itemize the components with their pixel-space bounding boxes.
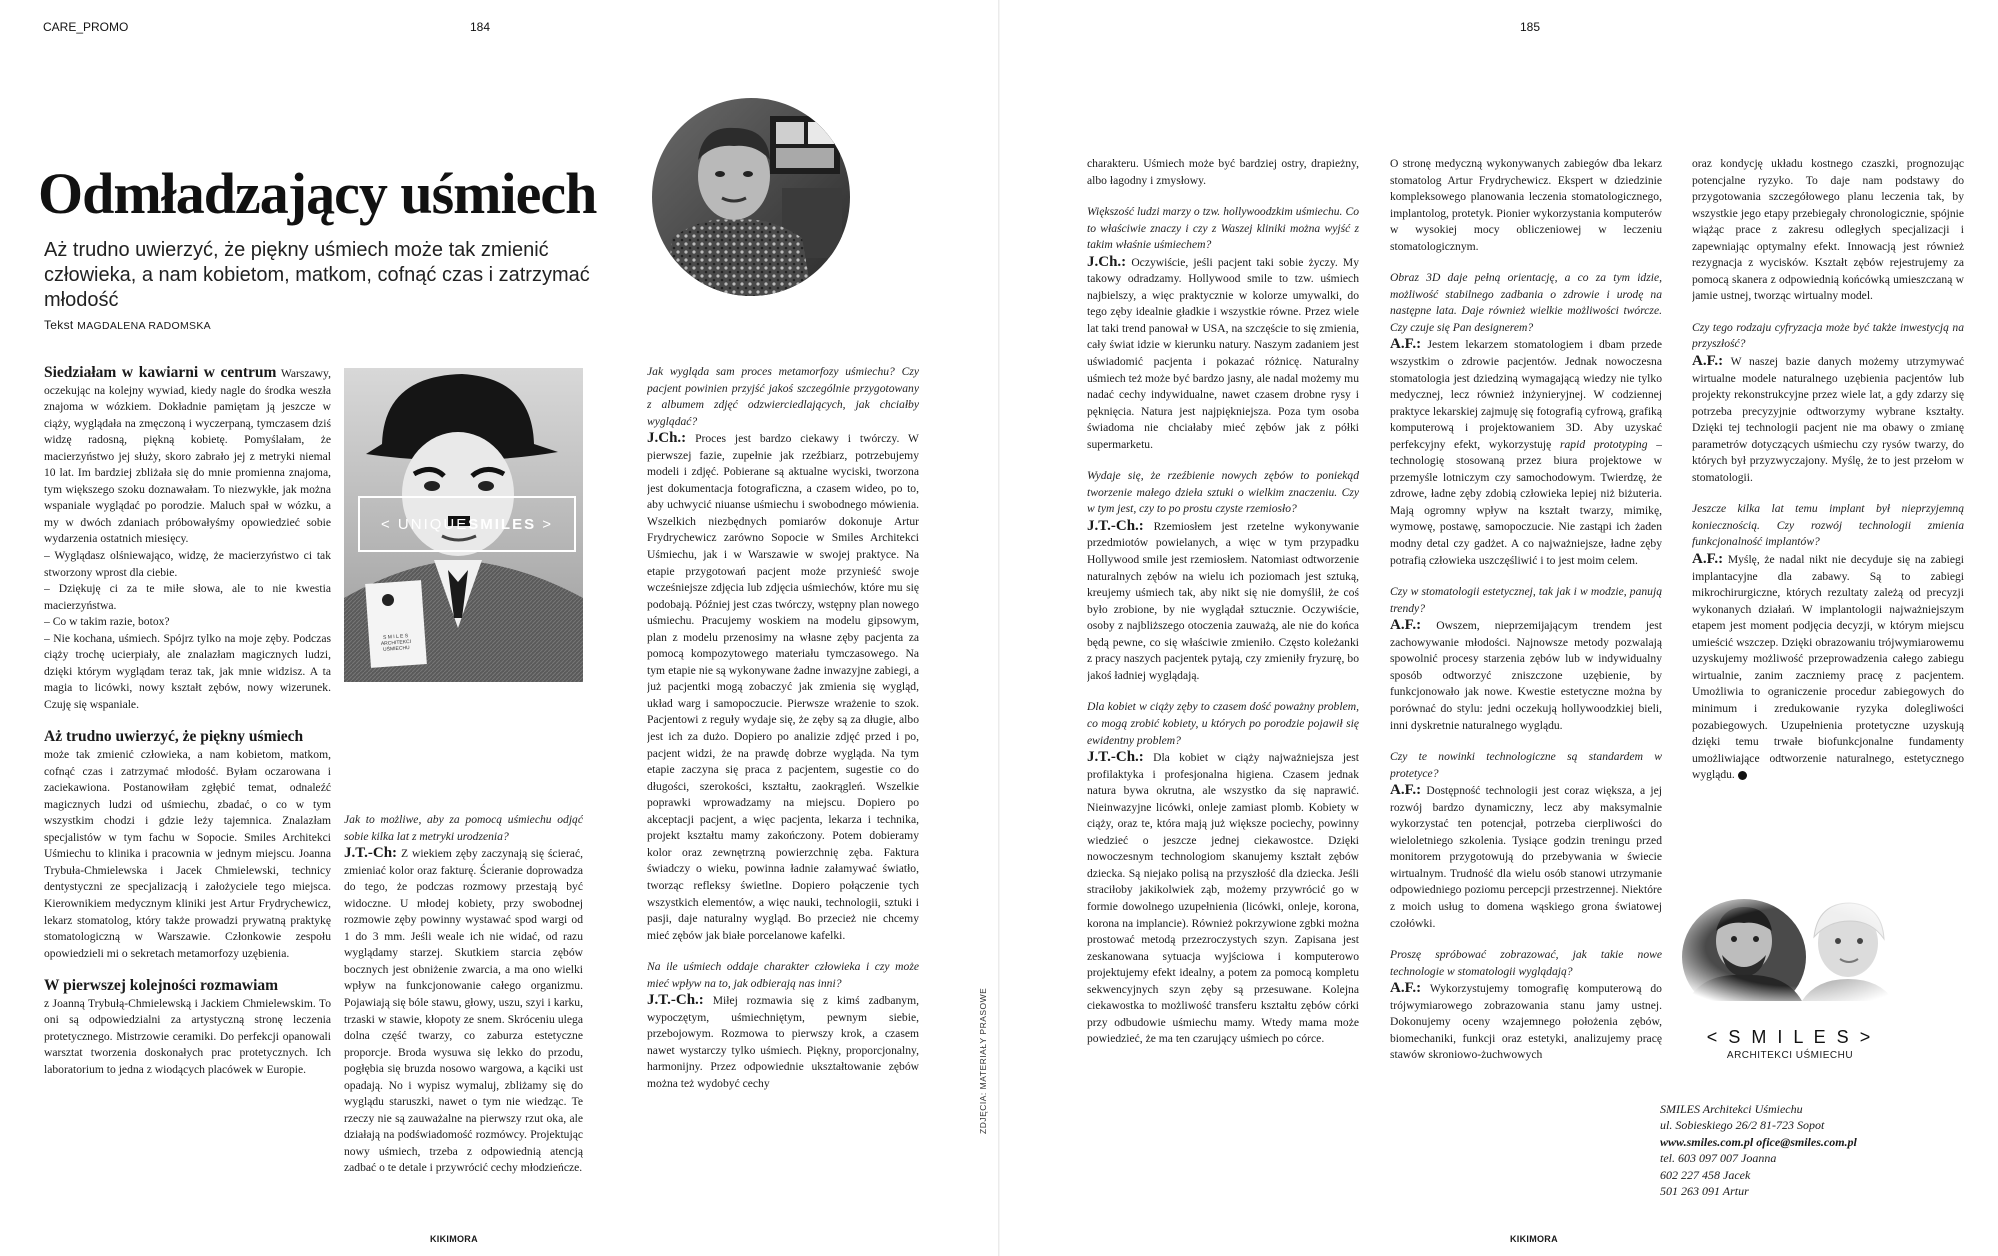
intro-paragraph xyxy=(44,364,331,548)
interview-question: Wydaje się, że rzeźbienie nowych zębów to poniekąd tworzenie małego dzieła sztuki o wielkim znaczeniu. Czy w tym jest, czy to po prostu czyste rzemiosło? xyxy=(1087,469,1359,516)
byline xyxy=(44,318,211,332)
contact-name: SMILES Architekci Uśmiechu xyxy=(1660,1102,1803,1116)
doctor-intro: O stronę medyczną wykonywanych zabiegów dba lekarz stomatolog Artur Frydrychewicz. Ekspert w dziedzinie kompleksowego planowania leczenia stomatologicznego, implantolog, protetyk. Pionier wykorzystania komputerów w wysokiej mocy obliczeniowej w leczeniu stomatologicznym. xyxy=(1390,157,1662,253)
interview-question: Jak wygląda sam proces metamorfozy uśmiechu? Czy pacjent powinien przyjść jakoś szczególnie przygotowany z albumem zdjęć odzwierciedlających, jak chciałby wyglądać? xyxy=(647,365,919,428)
byline-prefix: Tekst xyxy=(44,318,74,332)
interview-question: Obraz 3D daje pełną orientację, a co za tym idzie, możliwość stabilnego zadbania o zdrowie i urodę na następne lata. Daje również wielkie możliwości twórcze. Czy czuje się Pan designerem? xyxy=(1390,271,1662,334)
intro-lead-in: Siedziałam w kawiarni w centrum xyxy=(44,364,277,381)
speaker-initials: A.F.: xyxy=(1692,551,1724,568)
answer-text: Z wiekiem zęby zaczynają się ścierać, zmieniać kolor oraz fakturę. Ścieranie doprowadza do tego, że podczas rozmowy przestają być widoczne. U młodej kobiety, przy swobodnej rozmowie zęby powinny wystawać spod wargi od 1 do 3 mm. Jeśli weale ich nie widać, od razu wyglądamy starzej. Skutkiem starcia zębów bocznych jest obniżenie zwarcia, a ma ono wielki wpływ na funkcjonowanie całego organizmu. Pojawiają się bóle stawu, głowy, uszu, szyi i karku, trzaski w stawie, kłopoty ze snem. Skróceniu ulega dolna część twarzy, co zaburza estetyczne proporcje. Broda wysuwa się lekko do przodu, pogłębia się bruzda nosowo wargowa, a kąciki ust opadają. No i wypisz wymaluj, zbliżamy się do wyglądu staruszki, nawet o tym nie wiedząc. Te rzeczy nie są zauważalne na pierwszy rzut oka, ale działają na podświadomość rozmówcy. Projektując nowy uśmiech, trzeba z odpowiednią atencją zadbać o te detale i przywrócić cechy młodzieńcze. xyxy=(344,847,583,1175)
unique-smiles-logo: < UNIQUE SMILES > xyxy=(358,496,576,552)
interview-answer xyxy=(1692,551,1964,784)
byline-author: MAGDALENA RADOMSKA xyxy=(77,320,211,332)
answer-emphasis: rapid prototyping xyxy=(1560,437,1648,451)
card-brand: S M I L E S xyxy=(382,633,409,641)
answer-text: Dostępność technologii jest coraz większa, a jej rozwój bardzo dynamiczny, lecz aby maksymalnie wykorzystać ten potencjał, potrzeba cierpliwości do wieloletniego szkolenia. Tysiące godzin treningu przed monitorem przygotowują do przebywania w świecie wirtualnym. Trudność dla wielu osób stanowi utrzymanie odpowiedniego poziomu percepcji przestrzennej. Niektóre z moich usług to domena wąskiego grona światowej czołówki. xyxy=(1390,784,1662,930)
brand-subtitle: ARCHITEKCI UŚMIECHU xyxy=(1726,1050,1854,1061)
speaker-initials: J.T.-Ch: xyxy=(344,845,398,862)
portrait-image xyxy=(652,98,850,296)
interview-question: Czy tego rodzaju cyfryzacja może być także inwestycją na przyszłość? xyxy=(1692,320,1964,351)
section-text: z Joanną Trybułą-Chmielewską i Jackiem Chmielewskim. To oni są odpowiedzialni za artystyczną stronę leczenia protetycznego. Mistrzowie ceramiki. Do perfekcji opanowali warsztat tworzenia doskonałych prac protetycznych. Ich laboratorium to jedna z wiodących placówek w Europie. xyxy=(44,996,331,1076)
answer-text: Owszem, nieprzemijającym trendem jest zachowywanie młodości. Najnowsze metody pozwalają spowolnić procesy starzenia zębów lub w indywidualny sposób odtworzyć zniszczone uzębienie, by funkcjonowało jak nowe. Kwestie estetyczne można by porównać do stylu: jedni oczekują hollywoodzkiej bieli, inni dyskretnie naturalnego wyglądu. xyxy=(1390,619,1662,732)
interview-answer xyxy=(1087,749,1359,1048)
answer-continued: charakteru. Uśmiech może być bardziej ostry, drapieżny, albo łagodny i zmysłowy. xyxy=(1087,157,1359,187)
column-6 xyxy=(1692,156,1964,876)
answer-text: – technologię stosowaną przez biura projektowe w przemyśle lotniczym czy samochodowym. Twierdzę, że zdrowe, ładne zęby zdobią człowieka lepiej niż biżuteria. Mają ogromny wpływ na kształt twarzy, mimikę, wymowę, postawę, samopoczucie. Nie zastąpi ich żaden modny detal czy gadżet. A co najważniejsze, ładne zęby potrafią człowieka uszczęśliwić i to jest moim celem. xyxy=(1390,437,1662,567)
interview-answer xyxy=(1390,782,1662,932)
interview-question: Dla kobiet w ciąży zęby to czasem dość poważny problem, co mogą zrobić kobiety, u których po porodzie pojawił się ewidentny problem? xyxy=(1087,700,1359,747)
brand-name: S M I L E S xyxy=(1728,1027,1852,1047)
speaker-initials: J.T.-Ch.: xyxy=(647,992,704,1009)
interview-question: Czy w stomatologii estetycznej, tak jak i w modzie, panują trendy? xyxy=(1390,585,1662,615)
end-of-article-icon xyxy=(1738,771,1747,780)
team-photos xyxy=(1672,893,1912,1001)
interview-question: Czy te nowinki technologiczne są standardem w protetyce? xyxy=(1390,750,1662,780)
card-subtitle: ARCHITEKCI UŚMIECHU xyxy=(380,638,412,653)
column-1 xyxy=(44,364,331,1204)
promo-image-chaplin xyxy=(344,368,583,682)
answer-text: Rzemiosłem jest rzetelne wykonywanie przedmiotów powielanych, a więc w tym przypadku Hollywood smile jest rzemiosłem. Natomiast odtworzenie naturalnych zębów na wielu ich poziomach jest sztuką, kreujemy uśmiech tak, aby nikt się nie domyślił, że coś było zrobione, by nie wyglądał sztucznie. Oczywiście, osoby z najbliższego otoczenia zauważą, ale nie do końca będą pewne, co się właściwie zmieniło. Często koleżanki z pracy naszych pacjentek pytają, czy zmieniły fryzurę, bo jakoś ładniej wyglądają. xyxy=(1087,519,1359,682)
interview-answer xyxy=(647,992,919,1092)
speaker-initials: J.T.-Ch.: xyxy=(1087,749,1144,766)
column-2 xyxy=(344,812,583,1207)
contact-address: ul. Sobieskiego 26/2 81-723 Sopot xyxy=(1660,1118,1825,1133)
portrait-photo xyxy=(652,98,850,296)
interview-answer xyxy=(344,845,583,1177)
section-lead-in: W pierwszej kolejności rozmawiam xyxy=(44,977,279,995)
interview-question: Na ile uśmiech oddaje charakter człowieka i czy może mieć wpływ na to, jak odbierają nas inni? xyxy=(647,960,919,990)
interview-answer xyxy=(647,430,919,944)
intro-text: Warszawy, oczekując na kolejny wywiad, kiedy nagle do środka weszła znajoma w wózkiem. Dokładnie pamiętam ją jeszcze w ciąży, wyglądała na zmęczoną i wyczerpaną, tymczasem dziś widzę radosną, piękną kobietę. Pomyślałam, że macierzyństwo jej służy, skoro zabrało jej z metryki niemal 10 lat. Im bardziej zbliżała się do mnie promienna znajoma, tym większego szoku doznawałam. To niezwykłe, jak można wspaniale wyglądać po porodzie. Maluch spał w wózku, a my w dwóch zdaniach próbowałyśmy opowiedzieć sobie wydarzenia ostatnich miesięcy. xyxy=(44,367,331,546)
section-paragraph xyxy=(44,728,331,962)
interview-answer xyxy=(1087,518,1359,684)
contact-phone: tel. 603 097 007 Joanna xyxy=(1660,1151,1777,1166)
dialogue-line: – Co w takim razie, botox? xyxy=(44,615,170,629)
answer-text: W naszej bazie danych możemy utrzymywać wirtualne modele naturalnego uzębienia pacjentów lub projekty rekonstrukcyjne przez wiele lat, a gdy zdarzy się potrzeba precyzyjnie odtworzymy wybrane kształty. Dzięki tej technologii pacjent nie ma obawy o zmianę parametrów dotyczących uśmiechu czy rysów twarzy, do których był przyzwyczajony. Myślę, że to jest przełom w stomatologii. xyxy=(1692,355,1964,484)
article-title: Odmładzający uśmiech xyxy=(38,161,597,226)
dialogue-line: – Wyglądasz olśniewająco, widzę, że macierzyństwo ci tak stworzony wprost dla ciebie. xyxy=(44,549,331,579)
page-number-left: 184 xyxy=(470,20,491,34)
section-paragraph xyxy=(44,977,331,1078)
speaker-initials: J.Ch.: xyxy=(647,430,687,447)
interview-answer xyxy=(1390,336,1662,569)
column-5 xyxy=(1390,156,1662,1206)
answer-text: Wykorzystujemy tomografię komputerową do trójwymiarowego zobrazowania stanu jamy ustnej. Dokonujemy oceny wzajemnego położenia zębów, biomechaniki, funkcji oraz estetyki, analizujemy pracę stawów skroniowo-żuchwowych xyxy=(1390,982,1662,1062)
interview-question: Jeszcze kilka lat temu implant był nieprzyjemną koniecznością. Czy rozwój technologii zmienia funkcjonalność implantów? xyxy=(1692,502,1964,549)
speaker-initials: A.F.: xyxy=(1390,782,1422,799)
footer-right: KIKIMORA xyxy=(1510,1234,1558,1244)
column-4 xyxy=(1087,156,1359,1206)
interview-question: Jak to możliwe, aby za pomocą uśmiechu odjąć sobie kilka lat z metryki urodzenia? xyxy=(344,813,583,843)
answer-text: Oczywiście, jeśli pacjent taki sobie życzy. My takowy odradzamy. Hollywood smile to tzw. uśmiech najbielszy, a więc praktycznie w kolorze umywalki, do tego zęby idealnie gładkie i wszystkie równe. Przez wiele lat taki trend panował w USA, na szczęście to się zmienia, cały świat idzie w kierunku natury. Naszym zadaniem jest uświadomić pacjenta i pokazać różnicę. Naturalny uśmiech też może być bardzo jasny, ale nadal możemy mu nadać cechy indywidualne, nawet czasem drobne rysy i pęknięcia. Natura jest najpiękniejsza. Poza tym osoba świadoma nie chciałaby mieć zębów jak z półki supermarketu. xyxy=(1087,255,1359,451)
interview-question: Większość ludzi marzy o tzw. hollywoodzkim uśmiechu. Co to właściwie znaczy i czy z Waszej kliniki można wyjść z takim właśnie uśmiechem? xyxy=(1087,205,1359,252)
speaker-initials: A.F.: xyxy=(1692,353,1724,370)
section-text: może tak zmienić człowieka, a nam kobietom, matkom, cofnąć czas i zatrzymać młodość. Byłam oczarowana i zaciekawiona. Postanowiłam zgłębić temat, odnaleźć magicznych ludzi od uśmiechu, zbadać, o co w tym wszystkim chodzi i gdzie leży tajemnica. Znalazłam specjalistów w tym fachu w Sopocie. Smiles Architekci Uśmiechu to klinika i pracownia w jednym miejscu. Joanna Trybuła-Chmielewska i Jacek Chmielewski, technicy dentystyczni ze specjalizacją i założyciele tego miejsca. Kierownikiem medycznym kliniki jest Artur Frydrychewicz, lekarz stomatolog, który także prowadzi prywatną praktykę stomatologiczną w Warszawie. Członkowie zespołu opowiedzieli mi o sekretach metamorfozy uzębienia. xyxy=(44,748,331,960)
speaker-initials: J.T.-Ch.: xyxy=(1087,517,1144,534)
answer-text: Myślę, że nadal nikt nie decyduje się na zabiegi implantacyjne dla zabawy. Są to zabiegi mikrochirurgiczne, których rezultaty zależą od precyzji wykonanych działań. W implantologii najważniejszym etapem jest moment podjęcia decyzji, w którym miejscu umieścić wszczep. Dzięki obrazowaniu trójwymiarowemu uzyskujemy możliwość przeprowadzenia całego zabiegu wirtualnie, zanim zaczniemy pracę z pacjentem. Umożliwia to ograniczenie procedur zabiegowych do minimum i zredukowanie ryzyka dolegliwości pozabiegowych. Uzupełnienia protetyczne uzyskują dzięki temu trwałe biofunkcjonalne fundamenty umożliwiające odtworzenie naturalnego, estetycznego wyglądu. xyxy=(1692,553,1964,782)
interview-answer xyxy=(1692,353,1964,486)
interview-answer xyxy=(1087,254,1359,454)
answer-continued: oraz kondycję układu kostnego czaszki, prognozując potencjalne ryzyko. To daje nam podstawy do przygotowania szczegółowego planu leczenia tak, by wszystkie jego etapy przebiegały chronologicznie, spójnie wiążąc prace z zakresu odległych specjalizacji i zapewniając optymalny efekt. Innowacją jest również rezygnacja z wycisków. Kształt zębów rejestrujemy za pomocą skanera z odpowiednią końcówką umieszczaną w jamie ustnej, tworząc wirtualny model. xyxy=(1692,157,1964,303)
answer-text: Jestem lekarzem stomatologiem i dbam przede wszystkim o zdrowie pacjentów. Jednak nowoczesna stomatologia jest dziedziną wymagającą wiedzy nie tylko medycznej, lecz również inżynieryjnej. W codziennej praktyce lekarskiej zajmuję się fotografią cyfrową, grafiką komputerową i projektowaniem 3D. Aby uzyskać perfekcyjny efekt, wykorzystuję xyxy=(1390,338,1662,451)
column-3 xyxy=(647,364,919,1207)
page-gutter xyxy=(998,0,1000,1256)
contact-phone: 501 263 091 Artur xyxy=(1660,1184,1749,1199)
dialogue-line: – Nie kochana, uśmiech. Spójrz tylko na moje zęby. Podczas ciąży trochę ucierpiały, ale znalazłam magicznych ludzi, dzięki którym wyglądam teraz tak, jak mnie widzisz. A ta magia to licówki, nowy kształt zębów, nowy wizerunek. Czuję się wspaniale. xyxy=(44,631,331,711)
dialogue-line: – Dziękuję ci za te miłe słowa, ale to nie kwestia macierzyństwa. xyxy=(44,582,331,612)
smiles-brand-logo: < S M I L E S > ARCHITEKCI UŚMIECHU xyxy=(1655,1027,1925,1061)
photo-credit: ZDJĘCIA: MATERIAŁY PRASOWE xyxy=(978,987,988,1134)
section-label: CARE_PROMO xyxy=(43,20,129,34)
team-photo xyxy=(1672,893,1912,1001)
contact-block xyxy=(1660,1101,1960,1199)
answer-text: Proces jest bardzo ciekawy i twórczy. W pierwszej fazie, zupełnie jak rzeźbiarz, potrzebujemy modeli i zdjęć. Pobierane są aktualne wyciski, tworzona jest dokumentacja fotograficzna, a czasem wideo, po to, aby uchwycić niuanse uśmiechu i swobodnego mówienia. Wszelkich niezbędnych pomiarów dokonuje Artur Frydrychewicz zarówno Sopocie w Smiles Architekci Uśmiechu, jak i w Warszawie w swojej praktyce. Na etapie przygotowań pacjent może przynieść swoje wcześniejsze zdjęcia lub zdjęcia uśmiechów, które mu się podobają. Później jest czas twórczy, wstępny plan nowego uśmiechu. Pracujemy woskiem na modelu gipsowym, plan z modelu przenosimy na własne zęby pacjenta za pomocą kompozytowego materiału tymczasowego. Na tym etapie nie są wykonywane żadne inwazyjne zabiegi, a już pacjentki mogą zobaczyć jak zmienia się wygląd, układ warg i samopoczucie. Pierwsze wrażenie to szok. Pacjentowi z reguły wydaje się, że zęby są za długie, albo jest ich za dużo. Dopiero po analizie zdjęć przed i po, pacjent widzi, że na prawdę dobrze wygląda. Na tym etapie zaczyna się praca z pacjentem, sugestie co do długości, szerokości, kształtu, zaokrągleń. Wszelkie poprawki wprowadzamy na miejscu. Dopiero po akceptacji pacjent, a więc pacjenta, lekarza i technika, projekt kształtu mamy zakończony. Potem dobieramy kolor oraz zewnętrzną powierzchnię zęba. Faktura świadczy o wieku, powinna ładnie załamywać światło, tworząc refleksy świetlne. Dopiero połączenie tych wszystkich elementów, a więc nauki, technologii, sztuki i pasji, daje naturalny wygląd. Bo przecież nie chcemy mieć zębów jak białe porcelanowe kafelki. xyxy=(647,432,919,942)
speaker-initials: A.F.: xyxy=(1390,617,1422,634)
speaker-initials: A.F.: xyxy=(1390,336,1422,353)
answer-text: Dla kobiet w ciąży najważniejsza jest profilaktyka i profesjonalna higiena. Czasem jednak natura bywa okrutna, ale wszystko da się naprawić. Nieinwazyjne licówki, onleje zamiast plomb. Kobiety w ciąży, oraz te, która mają już większe pociechy, powinny wiedzieć o jeszcze jednej ciekawostce. Dzięki nowoczesnym technologiom skanujemy kształt zębów dziecka. Są niejako polisą na przyszłość dla dziecka. Jeśli straciłoby jakikolwiek ząb, możemy przywrócić go w formie dowolnego uzupełnienia (licówki, onleje, korona, korona na implancie). Również pokrzywione zgbki można prostować metodą przezroczystych szyn. Zapisana jest zeskanowana sytuacja wyjściowa i komputerowo projektujemy efekt idealny, a potem za pomocą kompletu sekwencyjnych szyn zęby są przesuwane. Kolejna ciekawostka to możliwość transferu kształtu zębów córki przy odbudowie uśmiechu mamy. Wtedy mama może powiedzieć, że ma ten czarujący uśmiech po córce. xyxy=(1087,751,1359,1046)
contact-web-email[interactable]: www.smiles.com.pl ofice@smiles.com.pl xyxy=(1660,1134,1857,1149)
speaker-initials: J.Ch.: xyxy=(1087,253,1127,270)
answer-text: Miłej rozmawia się z kimś zadbanym, wypoczętym, uśmiechniętym, pewnym siebie, przebojowym. Rozmowa to pierwszy krok, a czasem nawet wystarczy tylko uśmiech. Piękny, proporcjonalny, harmonijny. Przez odpowiednie ukształtowanie zębów można też wydobyć cechy xyxy=(647,994,919,1090)
logo-word-smiles: SMILES xyxy=(468,515,537,533)
interview-answer xyxy=(1390,980,1662,1064)
speaker-initials: A.F.: xyxy=(1390,980,1422,997)
footer-left: KIKIMORA xyxy=(430,1234,478,1244)
interview-question: Proszę spróbować zobrazować, jak takie nowe technologie w stomatologii wyglądają? xyxy=(1390,948,1662,978)
section-lead-in: Aż trudno uwierzyć, że piękny uśmiech xyxy=(44,728,304,746)
contact-phone: 602 227 458 Jacek xyxy=(1660,1167,1751,1182)
interview-answer xyxy=(1390,617,1662,734)
article-lead: Aż trudno uwierzyć, że piękny uśmiech może tak zmienić człowieka, a nam kobietom, matkom, cofnąć czas i zatrzymać młodość xyxy=(44,239,590,311)
page-number-right: 185 xyxy=(1520,20,1541,34)
logo-word-unique: UNIQUE xyxy=(397,515,469,533)
